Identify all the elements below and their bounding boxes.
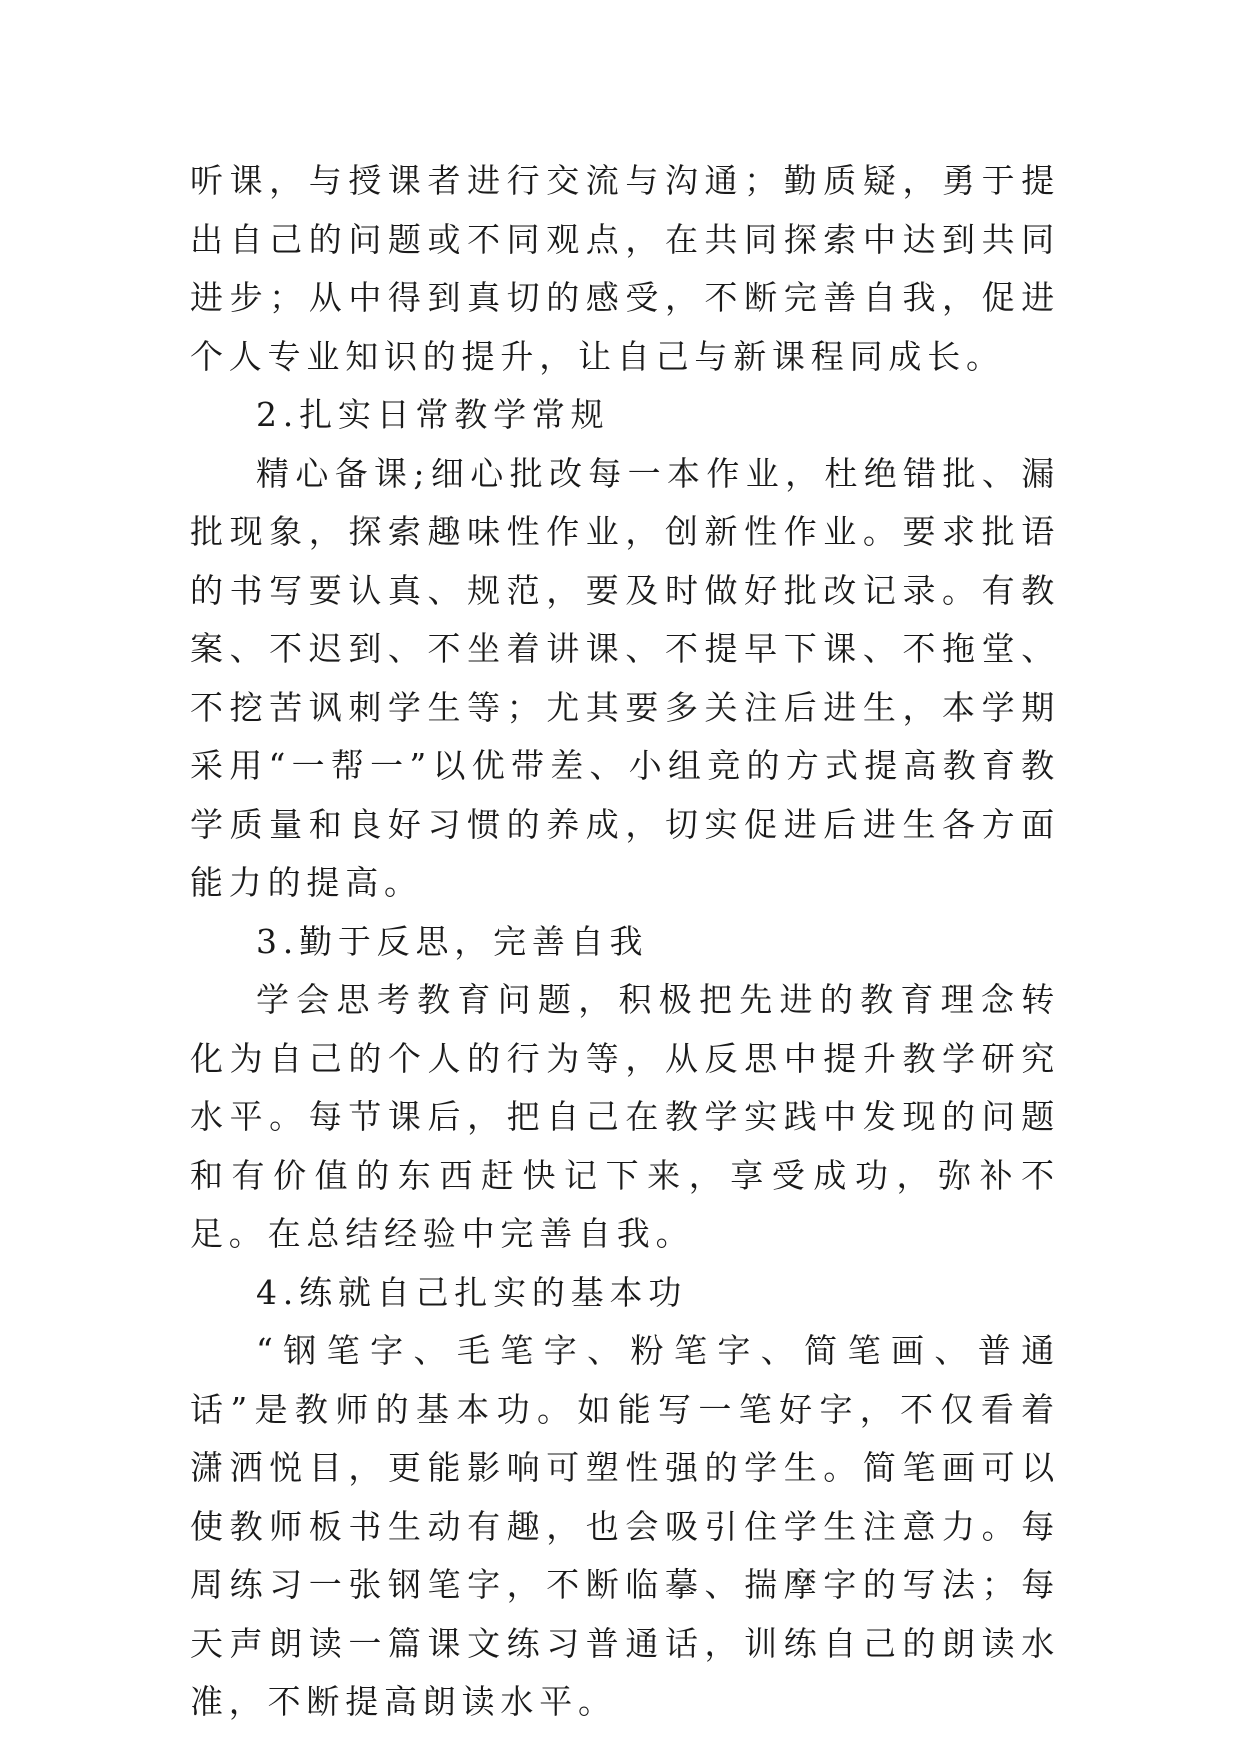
paragraph-continuation: 听课，与授课者进行交流与沟通；勤质疑，勇于提出自己的问题或不同观点，在共同探索中达到共同进步；从中得到真切的感受，不断完善自我，促进个人专业知识的提升，让自己与新课程同成长。 [190, 161, 1060, 376]
section-heading-4: 4.练就自己扎实的基本功 [256, 1272, 688, 1312]
document-body [190, 152, 1060, 1732]
paragraph-reflection: 学会思考教育问题，积极把先进的教育理念转化为自己的个人的行为等，从反思中提升教学研究水平。每节课后，把自己在教学实践中发现的问题和有价值的东西赶快记下来，享受成功，弥补不足。在总结经验中完善自我。 [190, 980, 1060, 1253]
paragraph-lesson-routine: 精心备课;细心批改每一本作业，杜绝错批、漏批现象，探索趣味性作业，创新性作业。要求批语的书写要认真、规范，要及时做好批改记录。有教案、不迟到、不坐着讲课、不提早下课、不拖堂、不挖苦讽刺学生等；尤其要多关注后进生，本学期采用“一帮一”以优带差、小组竞的方式提高教育教学质量和良好习惯的养成，切实促进后进生各方面能力的提高。 [190, 453, 1060, 902]
section-heading-3: 3.勤于反思，完善自我 [256, 921, 649, 961]
section-heading-2: 2.扎实日常教学常规 [256, 395, 610, 434]
paragraph-basic-skills: “钢笔字、毛笔字、粉笔字、简笔画、普通话”是教师的基本功。如能写一笔好字，不仅看着潇洒悦目，更能影响可塑性强的学生。简笔画可以使教师板书生动有趣，也会吸引住学生注意力。每周练习一张钢笔字，不断临摹、揣摩字的写法；每天声朗读一篇课文练习普通话，训练自己的朗读水准，不断提高朗读水平。 [190, 1331, 1060, 1721]
